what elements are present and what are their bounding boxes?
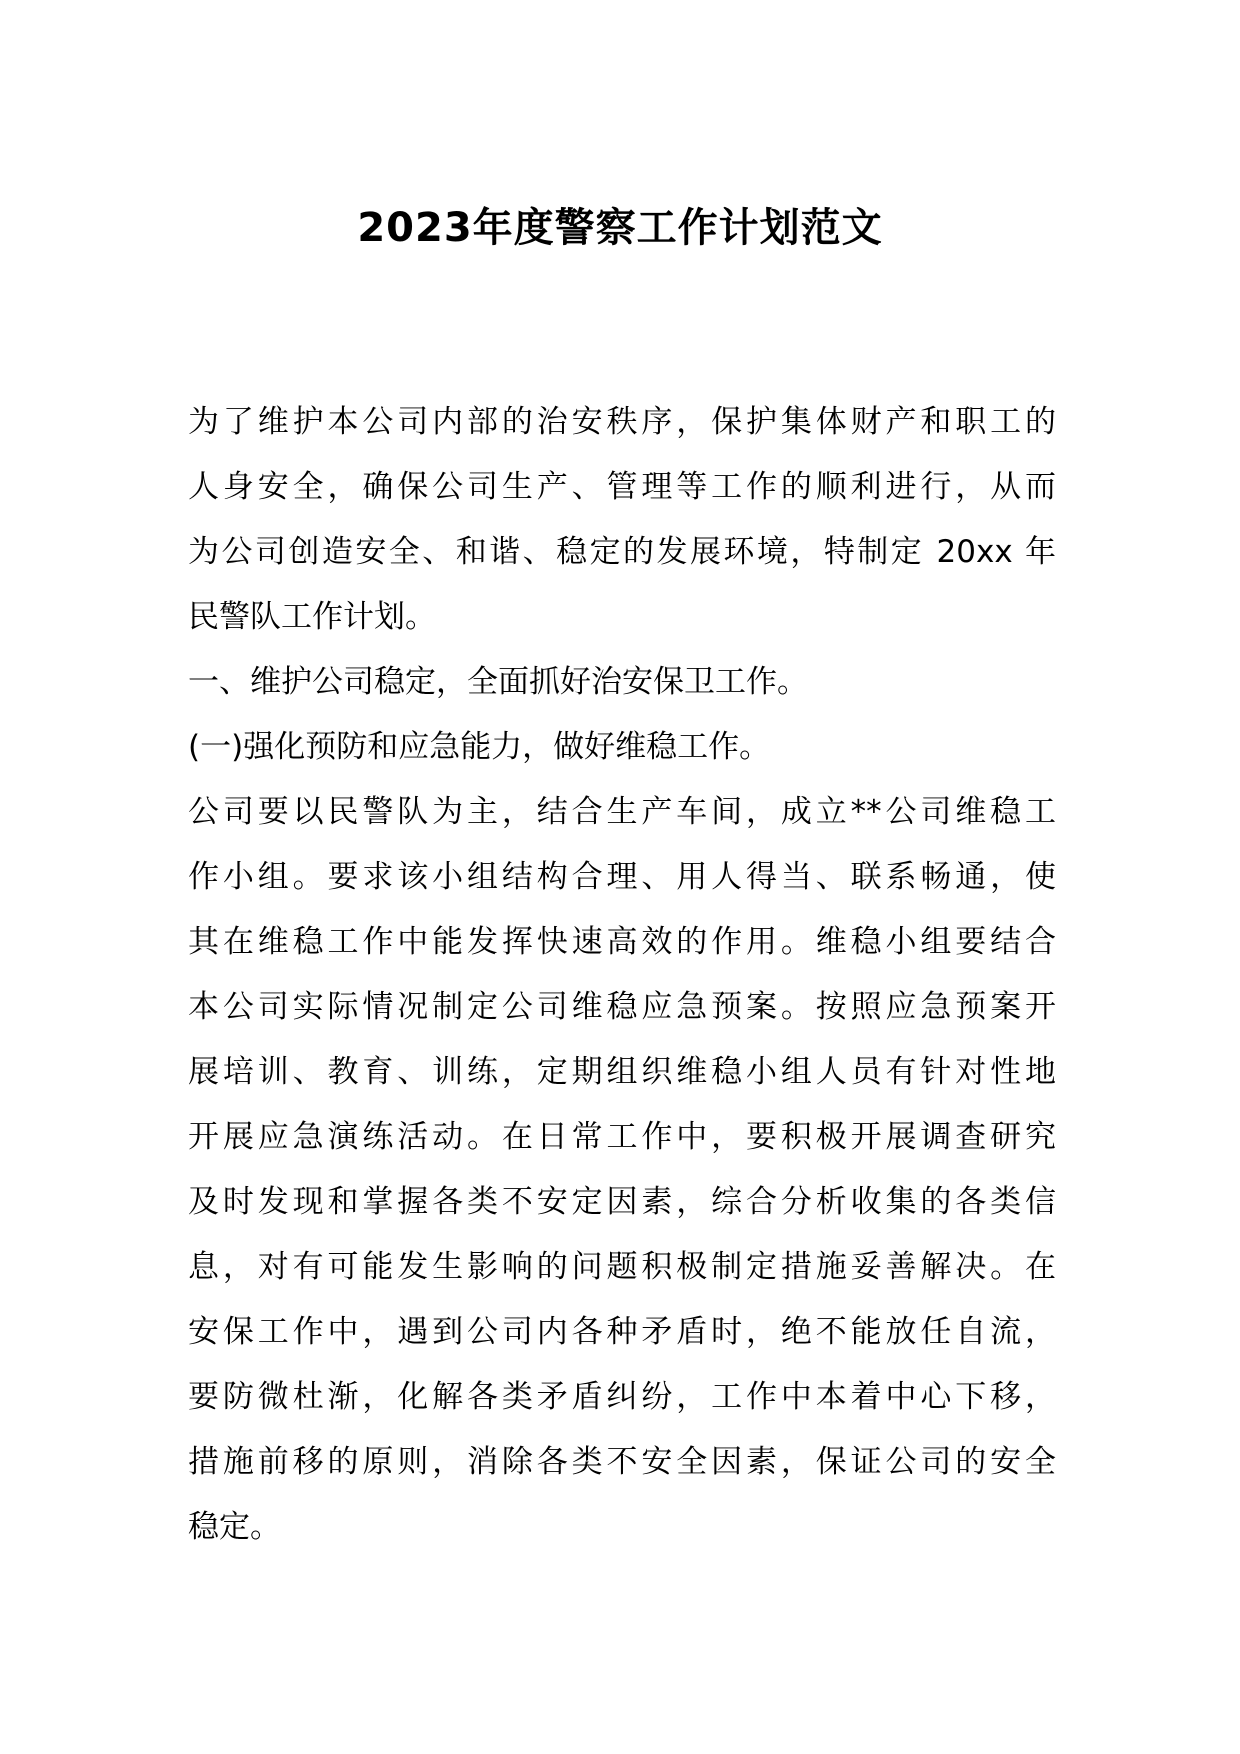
body-line: 稳定。	[188, 1509, 281, 1545]
body-line: 开展应急演练活动。在日常工作中，要积极开展调查研究	[188, 1119, 1056, 1155]
body-line: 措施前移的原则，消除各类不安全因素，保证公司的安全	[188, 1444, 1056, 1480]
body-line: 展培训、教育、训练，定期组织维稳小组人员有针对性地	[188, 1054, 1056, 1090]
body-line: 为公司创造安全、和谐、稳定的发展环境，特制定 20xx 年	[188, 534, 1056, 570]
body-line: 息，对有可能发生影响的问题积极制定措施妥善解决。在	[188, 1249, 1056, 1285]
document-title: 2023年度警察工作计划范文	[357, 205, 883, 251]
body-line: 安保工作中，遇到公司内各种矛盾时，绝不能放任自流，	[188, 1314, 1056, 1350]
body-line: 人身安全，确保公司生产、管理等工作的顺利进行，从而	[188, 469, 1056, 505]
body-line: 一、维护公司稳定，全面抓好治安保卫工作。	[188, 664, 808, 700]
body-line: 公司要以民警队为主，结合生产车间，成立**公司维稳工	[188, 794, 1056, 830]
body-line: 及时发现和掌握各类不安定因素，综合分析收集的各类信	[188, 1184, 1056, 1220]
body-line: 要防微杜渐，化解各类矛盾纠纷，工作中本着中心下移，	[188, 1379, 1056, 1415]
body-line: (一)强化预防和应急能力，做好维稳工作。	[188, 729, 771, 765]
body-line: 为了维护本公司内部的治安秩序，保护集体财产和职工的	[188, 404, 1056, 440]
body-line: 作小组。要求该小组结构合理、用人得当、联系畅通，使	[188, 859, 1056, 895]
body-line: 本公司实际情况制定公司维稳应急预案。按照应急预案开	[188, 989, 1056, 1025]
body-line: 其在维稳工作中能发挥快速高效的作用。维稳小组要结合	[188, 924, 1056, 960]
document-body	[188, 390, 1056, 1560]
body-line: 民警队工作计划。	[188, 599, 436, 635]
